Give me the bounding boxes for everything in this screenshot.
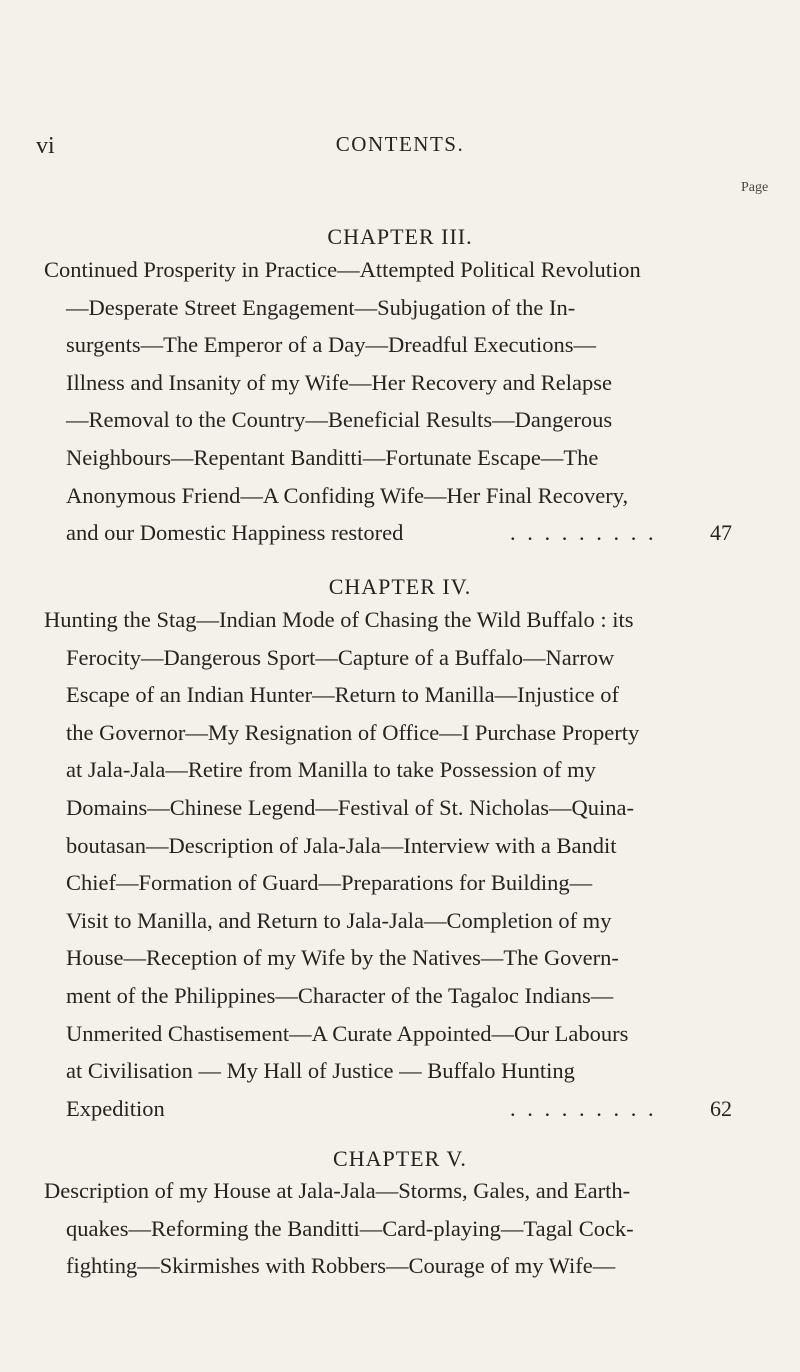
running-head: CONTENTS. [335, 132, 465, 156]
summary-line: Illness and Insanity of my Wife—Her Recovery and Relapse [66, 369, 613, 395]
summary-line: the Governor—My Resignation of Office—I Purchase Property [66, 719, 640, 745]
summary-line: at Jala-Jala—Retire from Manilla to take Possession of my [66, 757, 596, 783]
chapter-summary [44, 251, 738, 561]
summary-line: Domains—Chinese Legend—Festival of St. Nicholas—Quina- [66, 795, 635, 820]
summary-line: boutasan—Description of Jala-Jala—Interview with a Bandit [66, 832, 617, 858]
chapter-summary [44, 601, 738, 1131]
summary-line: quakes—Reforming the Banditti—Card-playing—Tagal Cock- [66, 1215, 634, 1241]
summary-line-final [66, 514, 760, 552]
summary-line: surgents—The Emperor of a Day—Dreadful Executions— [66, 332, 597, 358]
summary-line: —Removal to the Country—Beneficial Results—Dangerous [66, 407, 613, 433]
summary-line-final [66, 1090, 760, 1128]
dot-leader: . . . . . . . . . [510, 1095, 657, 1121]
summary-line: Description of my House at Jala-Jala—Storms, Gales, and Earth- [44, 1178, 631, 1203]
page-column-label: Page [741, 180, 769, 195]
summary-line: Escape of an Indian Hunter—Return to Manilla—Injustice of [66, 682, 619, 708]
summary-line: Neighbours—Repentant Banditti—Fortunate Escape—The [66, 445, 599, 470]
summary-line: Ferocity—Dangerous Sport—Capture of a Buffalo—Narrow [66, 644, 615, 670]
summary-line: at Civilisation — My Hall of Justice — Buffalo Hunting [66, 1058, 575, 1084]
page-reference: 47 [710, 520, 732, 546]
summary-line: Anonymous Friend—A Confiding Wife—Her Final Recovery, [66, 482, 629, 508]
dot-leader: . . . . . . . . . [510, 520, 657, 546]
summary-line: Hunting the Stag—Indian Mode of Chasing the Wild Buffalo : its [44, 607, 634, 632]
summary-line: House—Reception of my Wife by the Natives—The Govern- [66, 945, 619, 971]
summary-line: Visit to Manilla, and Return to Jala-Jala—Completion of my [66, 907, 612, 933]
page-number: vi [36, 133, 55, 159]
page-reference: 62 [710, 1095, 732, 1121]
summary-line: ment of the Philippines—Character of the Tagaloc Indians— [66, 983, 614, 1008]
chapter-summary [44, 1172, 738, 1292]
chapter-title: CHAPTER III. [327, 224, 473, 249]
summary-line: and our Domestic Happiness restored [66, 520, 404, 546]
summary-line: fighting—Skirmishes with Robbers—Courage of my Wife— [66, 1253, 616, 1279]
chapter-title: CHAPTER IV. [328, 574, 472, 599]
summary-line: Chief—Formation of Guard—Preparations for Building— [66, 870, 593, 896]
chapter-title: CHAPTER V. [333, 1146, 467, 1171]
summary-line: Expedition [66, 1095, 165, 1121]
summary-line: Unmerited Chastisement—A Curate Appointed—Our Labours [66, 1020, 629, 1046]
summary-line: —Desperate Street Engagement—Subjugation of the In- [66, 294, 576, 320]
summary-line: Continued Prosperity in Practice—Attempted Political Revolution [44, 257, 641, 282]
